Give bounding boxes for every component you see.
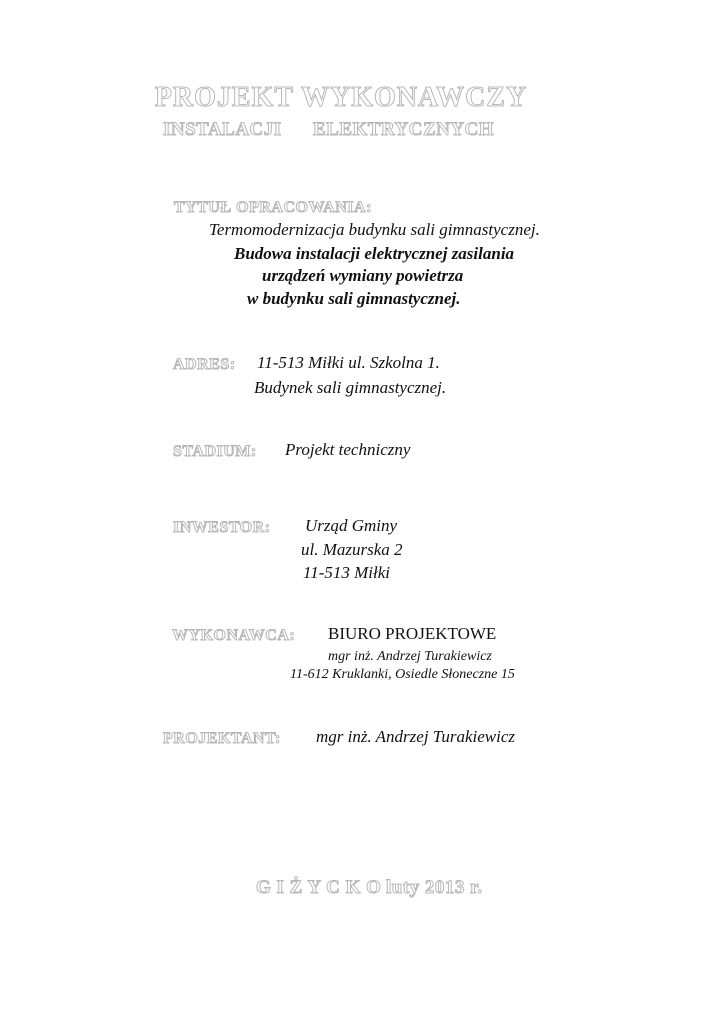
stage-label: STADIUM:: [173, 443, 257, 460]
contractor-label: WYKONAWCA:: [172, 627, 296, 644]
contractor-address: 11-612 Kruklanki, Osiedle Słoneczne 15: [290, 667, 515, 682]
designer-label: PROJEKTANT:: [163, 730, 281, 747]
document-title: PROJEKT WYKONAWCZY: [154, 82, 528, 113]
investor-label: INWESTOR:: [173, 519, 271, 536]
title-line-2: Budowa instalacji elektrycznej zasilania: [234, 244, 515, 263]
title-line-1: Termomodernizacja budynku sali gimnastycznej.: [209, 220, 540, 239]
title-line-3: urządzeń wymiany powietrza: [262, 266, 464, 285]
contractor-person: mgr inż. Andrzej Turakiewicz: [328, 649, 492, 664]
title-line-4: w budynku sali gimnastycznej.: [247, 289, 461, 308]
investor-line-2: ul. Mazurska 2: [301, 540, 403, 559]
document-subtitle-part1: INSTALACJI: [163, 119, 282, 140]
investor-line-1: Urząd Gminy: [305, 516, 398, 535]
designer-value: mgr inż. Andrzej Turakiewicz: [316, 727, 515, 746]
document-subtitle-part2: ELEKTRYCZNYCH: [313, 119, 495, 140]
address-line-2: Budynek sali gimnastycznej.: [254, 378, 447, 397]
title-section-label: TYTUŁ OPRACOWANIA:: [174, 199, 372, 216]
address-line-1: 11-513 Miłki ul. Szkolna 1.: [257, 353, 440, 372]
footer-date: luty 2013 r.: [386, 877, 483, 898]
address-label: ADRES:: [173, 356, 236, 373]
footer-place: G I Ż Y C K O: [256, 877, 382, 898]
stage-value: Projekt techniczny: [285, 440, 411, 459]
contractor-name: BIURO PROJEKTOWE: [328, 624, 497, 643]
investor-line-3: 11-513 Miłki: [303, 563, 391, 582]
